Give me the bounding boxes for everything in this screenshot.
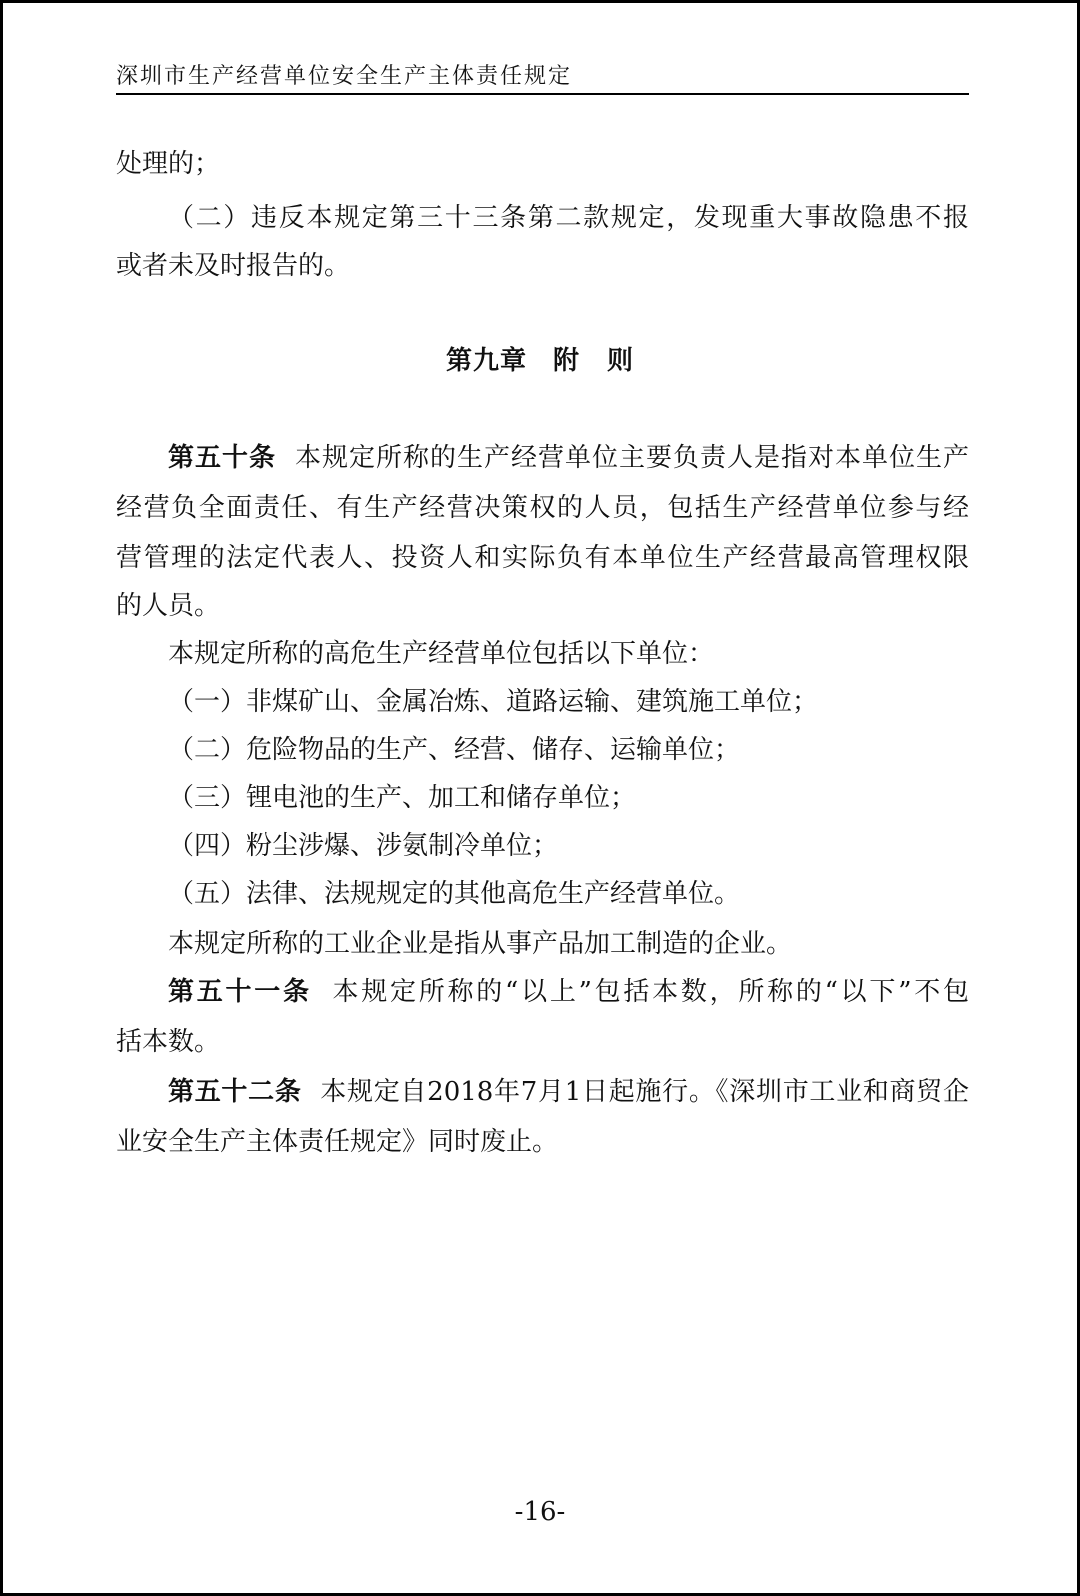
continuation-line: 处理的； [116, 149, 221, 179]
article-50-text-1: 本规定所称的生产经营单位主要负责人是指对本单位生产 [294, 443, 969, 473]
list-item: （一）非煤矿山、金属冶炼、道路运输、建筑施工单位； [168, 687, 819, 717]
list-item: （三）锂电池的生产、加工和储存单位； [168, 783, 637, 813]
chapter-number: 第九章 [445, 346, 527, 376]
header-rule [116, 93, 969, 95]
article-50-line-2: 经营负全面责任、有生产经营决策权的人员，包括生产经营单位参与经 [116, 493, 969, 523]
article-52-line-1 [168, 1077, 969, 1107]
article-50-line-3: 营管理的法定代表人、投资人和实际负有本单位生产经营最高管理权限 [116, 543, 969, 573]
article-50-heading: 第五十条 [168, 443, 276, 473]
article-50-line-1 [168, 443, 969, 473]
list-item: （四）粉尘涉爆、涉氨制冷单位； [168, 831, 559, 861]
article-52-text-1: 本规定自2018年7月1日起施行。《深圳市工业和商贸企 [319, 1077, 969, 1107]
chapter-title [3, 346, 1077, 376]
article-51-line-2: 括本数。 [116, 1027, 221, 1057]
item-2-line-1: （二）违反本规定第三十三条第二款规定，发现重大事故隐患不报 [168, 203, 969, 233]
article-50-para-2: 本规定所称的高危生产经营单位包括以下单位： [168, 639, 715, 669]
article-50-para-3: 本规定所称的工业企业是指从事产品加工制造的企业。 [168, 929, 793, 959]
article-51-heading: 第五十一条 [168, 977, 312, 1007]
article-50-line-4: 的人员。 [116, 591, 221, 621]
page-number: -16- [514, 1497, 566, 1527]
article-51-line-1 [168, 977, 969, 1007]
item-2-line-2: 或者未及时报告的。 [116, 251, 351, 281]
chapter-name: 附 则 [553, 346, 635, 376]
list-item: （五）法律、法规规定的其他高危生产经营单位。 [168, 879, 741, 909]
list-item: （二）危险物品的生产、经营、储存、运输单位； [168, 735, 741, 765]
article-52-line-2: 业安全生产主体责任规定》同时废止。 [116, 1127, 559, 1157]
article-52-heading: 第五十二条 [168, 1077, 302, 1107]
article-51-text-1: 本规定所称的“以上”包括本数，所称的“以下”不包 [329, 977, 969, 1007]
running-header: 深圳市生产经营单位安全生产主体责任规定 [116, 64, 573, 89]
